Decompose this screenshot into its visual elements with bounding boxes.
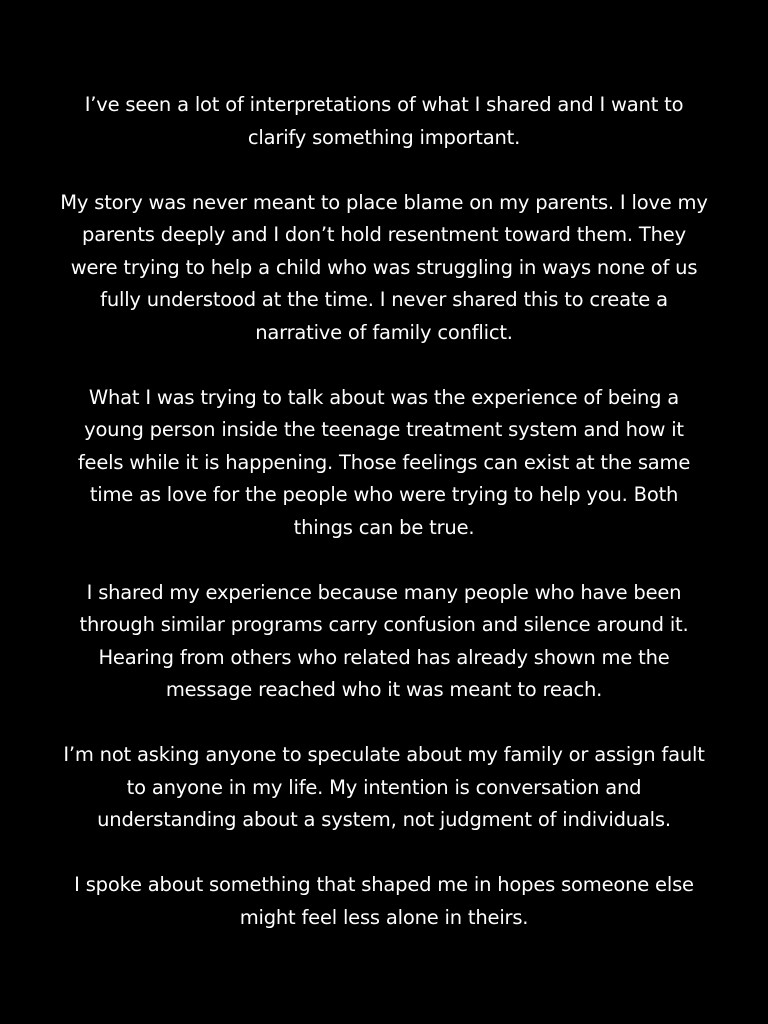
- statement-text: [16, 89, 752, 934]
- paragraph-intention: I’m not asking anyone to speculate about my family or assign fault to anyone in my life. My intention is conversation and understanding about a system, not judgment of individuals.: [63, 743, 705, 831]
- paragraph-parents: My story was never meant to place blame on my parents. I love my parents deeply and I don’t hold resentment toward them. They were trying to help a child who was struggling in ways none of us fully understood at the time. I never shared this to create a narrative of family conflict.: [60, 190, 708, 344]
- paragraph-clarification: I’ve seen a lot of interpretations of what I shared and I want to clarify something important.: [84, 93, 684, 149]
- paragraph-closing: I spoke about something that shaped me in hopes someone else might feel less alone in theirs.: [74, 873, 694, 929]
- paragraph-treatment-system: What I was trying to talk about was the experience of being a young person inside the teenage treatment system and how it feels while it is happening. Those feelings can exist at the same time as love for the people who were trying to help you. Both things can be true.: [77, 385, 691, 539]
- paragraph-shared-experience: I shared my experience because many people who have been through similar programs carry confusion and silence around it. Hearing from others who related has already shown me the message reached who it was meant to reach.: [79, 580, 689, 701]
